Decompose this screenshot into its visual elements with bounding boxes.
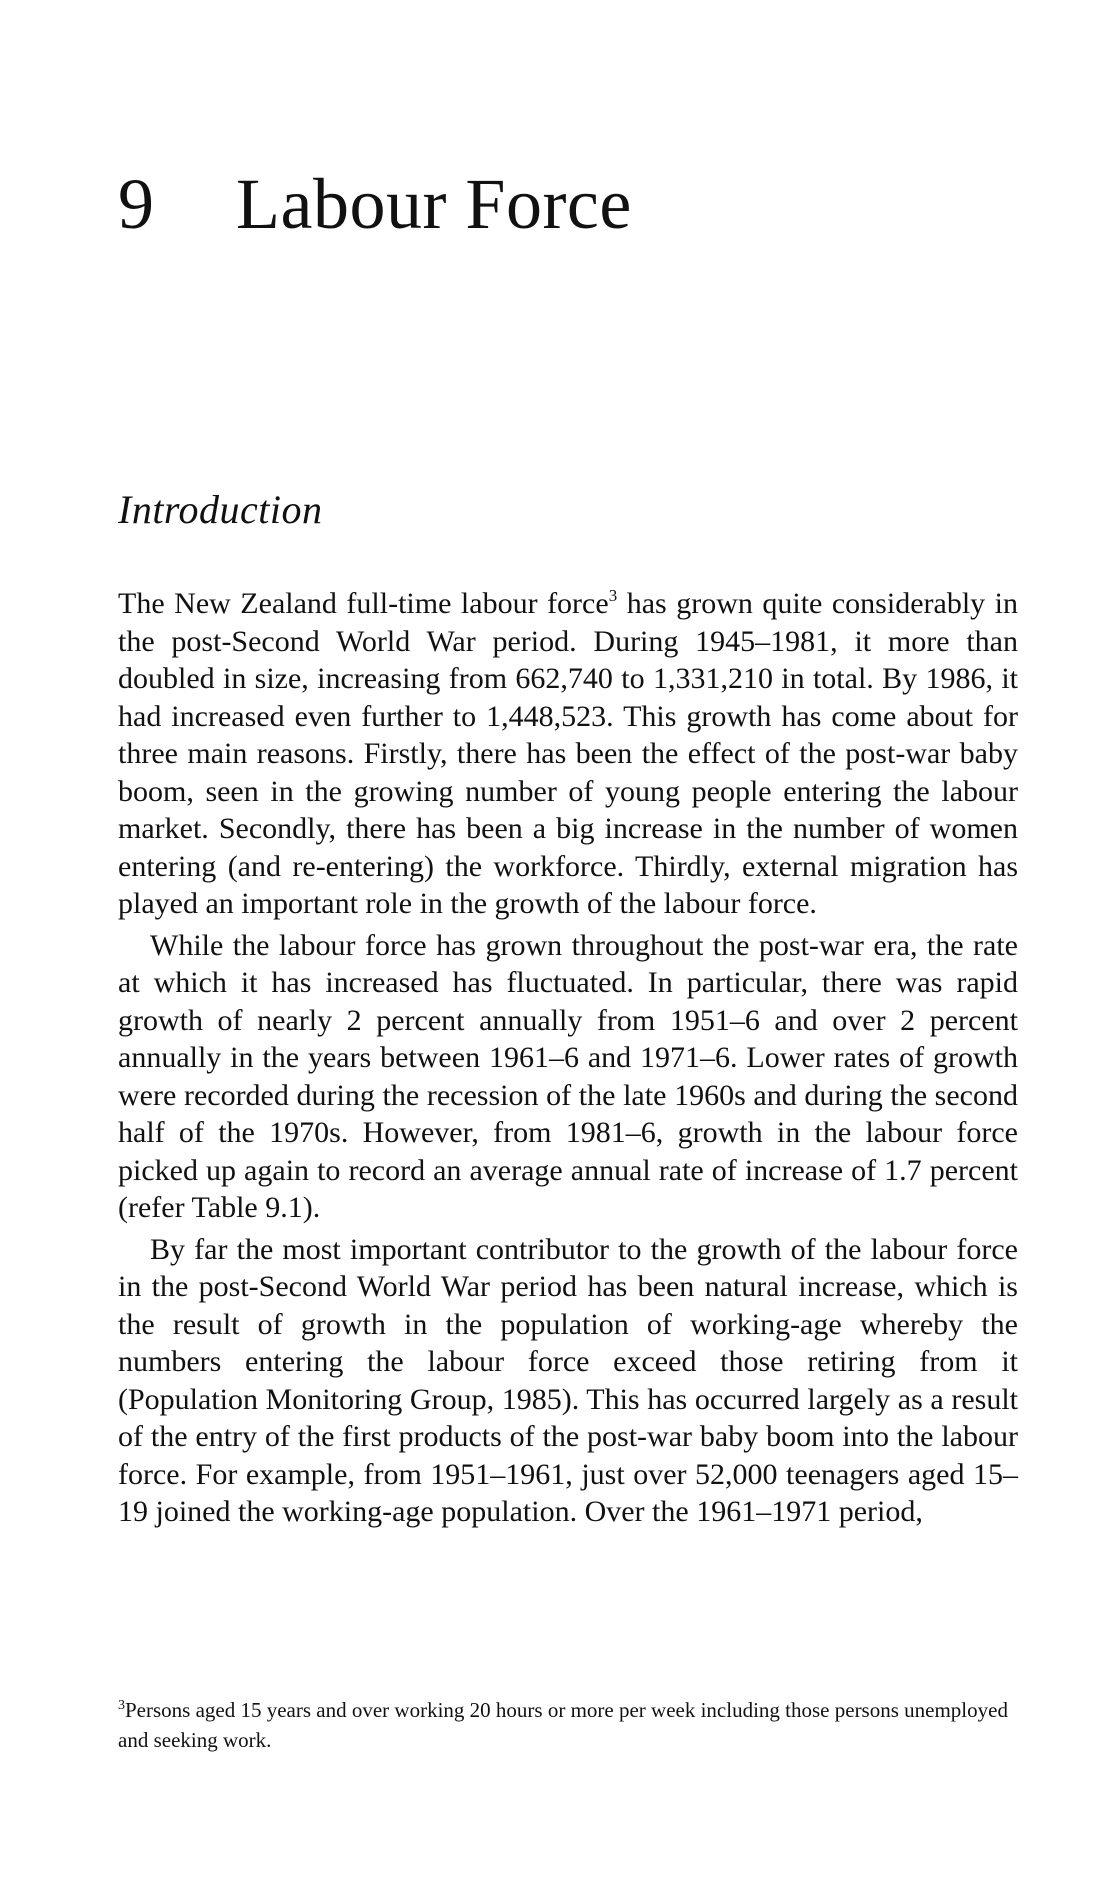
paragraph-1-text-end: has grown quite considerably in the post-Second World War period. During 1945–1981, it more than doubled in size, increasing from 662,740 to 1,331,210 in total. By 1986, it had increased even further to 1,448,523. This growth has come about for three main reasons. Firstly, there has been the effect of the post-war baby boom, seen in the growing number of young people entering the labour market. Secondly, there has been a big increase in the number of women entering (and re-entering) the workforce. Thirdly, external migration has played an important role in the growth of the labour force. [118,587,1018,920]
paragraph-3: By far the most important contributor to the growth of the labour force in the post-Second World War period has been natural increase, which is the result of growth in the population of working-age whereby the numbers entering the labour force exceed those retiring from it (Population Monitoring Group, 1985). This has occurred largely as a result of the entry of the first products of the post-war baby boom into the labour force. For example, from 1951–1961, just over 52,000 teenagers aged 15–19 joined the working-age population. Over the 1961–1971 period, [118,1232,1018,1528]
paragraph-1 [118,585,1018,923]
chapter-heading [118,164,632,244]
footnote-reference: 3 [608,586,618,605]
chapter-number: 9 [118,164,155,244]
paragraph-1-text-start: The New Zealand full-time labour force [118,587,609,620]
paragraph-2: While the labour force has grown throughout the post-war era, the rate at which it has increased has fluctuated. In particular, there was rapid growth of nearly 2 percent annually from 1951–6 and over 2 percent annually in the years between 1961–6 and 1971–6. Lower rates of growth were recorded during the recession of the late 1960s and during the second half of the 1970s. However, from 1981–6, growth in the labour force picked up again to record an average annual rate of increase of 1.7 percent (refer Table 9.1). [118,928,1018,1224]
chapter-title: Labour Force [236,164,632,244]
section-title: Introduction [118,487,323,532]
footnote-text: Persons aged 15 years and over working 20 hours or more per week including those persons unemployed and seeking work. [118,1698,1008,1752]
body-text [118,585,1018,1531]
footnote-mark: 3 [118,1698,125,1713]
footnote [118,1695,1018,1755]
